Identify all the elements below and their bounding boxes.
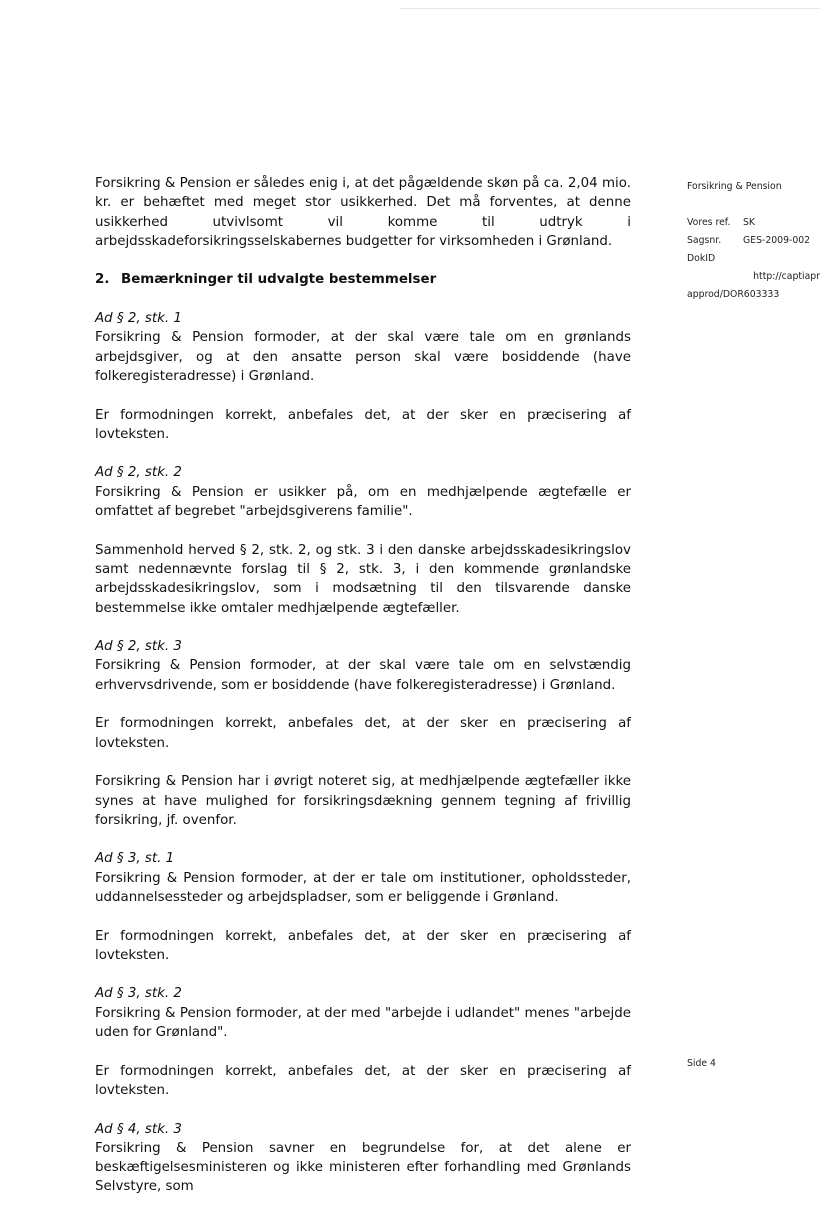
section-title: Bemærkninger til udvalgte bestemmelser (121, 272, 437, 288)
section-heading (95, 270, 631, 289)
comment-block (95, 1120, 631, 1197)
doc-url-line2: approd/DOR603333 (687, 289, 780, 300)
ref-row (687, 232, 827, 250)
ref-row (687, 214, 827, 232)
sender-org: Forsikring & Pension (687, 181, 782, 192)
ref-label: Vores ref. (687, 217, 731, 228)
provision-heading: Ad § 2, stk. 1 (95, 311, 182, 327)
comment-text: Forsikring & Pension formoder, at der med "arbejde i udlandet" menes "arbejde uden for Grønland". (95, 1005, 631, 1041)
ref-label: DokID (687, 253, 716, 264)
ref-value: SK (743, 217, 755, 228)
sidebar-metadata (687, 178, 827, 304)
provision-heading: Ad § 3, stk. 2 (95, 986, 182, 1002)
section-number: 2. (95, 272, 110, 288)
comment-block (95, 1062, 631, 1101)
comment-block (95, 541, 631, 618)
comment-block (95, 463, 631, 521)
comment-block (95, 637, 631, 695)
comment-text: Forsikring & Pension formoder, at der skal være tale om en grønlands arbejdsgiver, og at den ansatte person skal være bosiddende (have folkeregisteradresse) i Grønland. (95, 330, 631, 384)
doc-url-line1: http://captiapr (753, 271, 820, 282)
comment-text: Er formodningen korrekt, anbefales det, at der sker en præcisering af lovteksten. (95, 928, 631, 963)
comment-block (95, 849, 631, 907)
comment-text: Forsikring & Pension er usikker på, om en medhjælpende ægtefælle er omfattet af begrebet "arbejdsgiverens familie". (95, 484, 631, 520)
comment-block (95, 984, 631, 1042)
scan-edge-line (400, 8, 820, 9)
comment-block (95, 309, 631, 386)
ref-value: GES-2009-002 (743, 235, 811, 246)
comment-text: Forsikring & Pension formoder, at der er tale om institutioner, opholdssteder, uddannelsessteder og arbejdspladser, som er beliggende i Grønland. (95, 870, 631, 905)
ref-label: Sagsnr. (687, 235, 722, 246)
comment-text: Forsikring & Pension har i øvrigt noteret sig, at medhjælpende ægtefæller ikke synes at have mulighed for forsikringsdækning gennem tegning af frivillig forsikring, jf. ovenfor. (95, 774, 631, 828)
comment-block (95, 772, 631, 830)
intro-paragraph: Forsikring & Pension er således enig i, at det pågældende skøn på ca. 2,04 mio. kr. er behæftet med meget stor usikkerhed. Det må forventes, at denne usikkerhed utvivlsomt vil komme til udtryk i arbejdsskadeforsikringsselskabernes budgetter for virksomheden i Grønland. (95, 176, 631, 249)
ref-row (687, 250, 827, 268)
comment-block (95, 927, 631, 966)
comment-block (95, 406, 631, 445)
comment-text: Er formodningen korrekt, anbefales det, at der sker en præcisering af lovteksten. (95, 716, 631, 751)
comment-block (95, 714, 631, 753)
provision-heading: Ad § 4, stk. 3 (95, 1121, 182, 1137)
comment-text: Forsikring & Pension formoder, at der skal være tale om en selvstændig erhvervsdrivende, som er bosiddende (have folkeregisteradresse) i Grønland. (95, 658, 631, 693)
page-number: Side 4 (687, 1058, 716, 1069)
provision-heading: Ad § 3, st. 1 (95, 851, 175, 867)
comment-text: Er formodningen korrekt, anbefales det, at der sker en præcisering af lovteksten. (95, 1063, 631, 1098)
provision-heading: Ad § 2, stk. 2 (95, 465, 182, 481)
document-body (95, 174, 631, 1216)
comment-text: Er formodningen korrekt, anbefales det, at der sker en præcisering af lovteksten. (95, 407, 631, 442)
comment-text: Forsikring & Pension savner en begrundelse for, at det alene er beskæftigelsesministeren og ikke ministeren efter forhandling med Grønlands Selvstyre, som (95, 1140, 631, 1195)
provision-heading: Ad § 2, stk. 3 (95, 639, 182, 655)
comment-text: Sammenhold herved § 2, stk. 2, og stk. 3 i den danske arbejdsskadesikringslov samt nedennævnte forslag til § 2, stk. 3, i den kommende grønlandske arbejdsskadesikringslov, som i modsætning til den tilsvarende danske bestemmelse ikke omtaler medhjælpende ægtefæller. (95, 542, 631, 616)
